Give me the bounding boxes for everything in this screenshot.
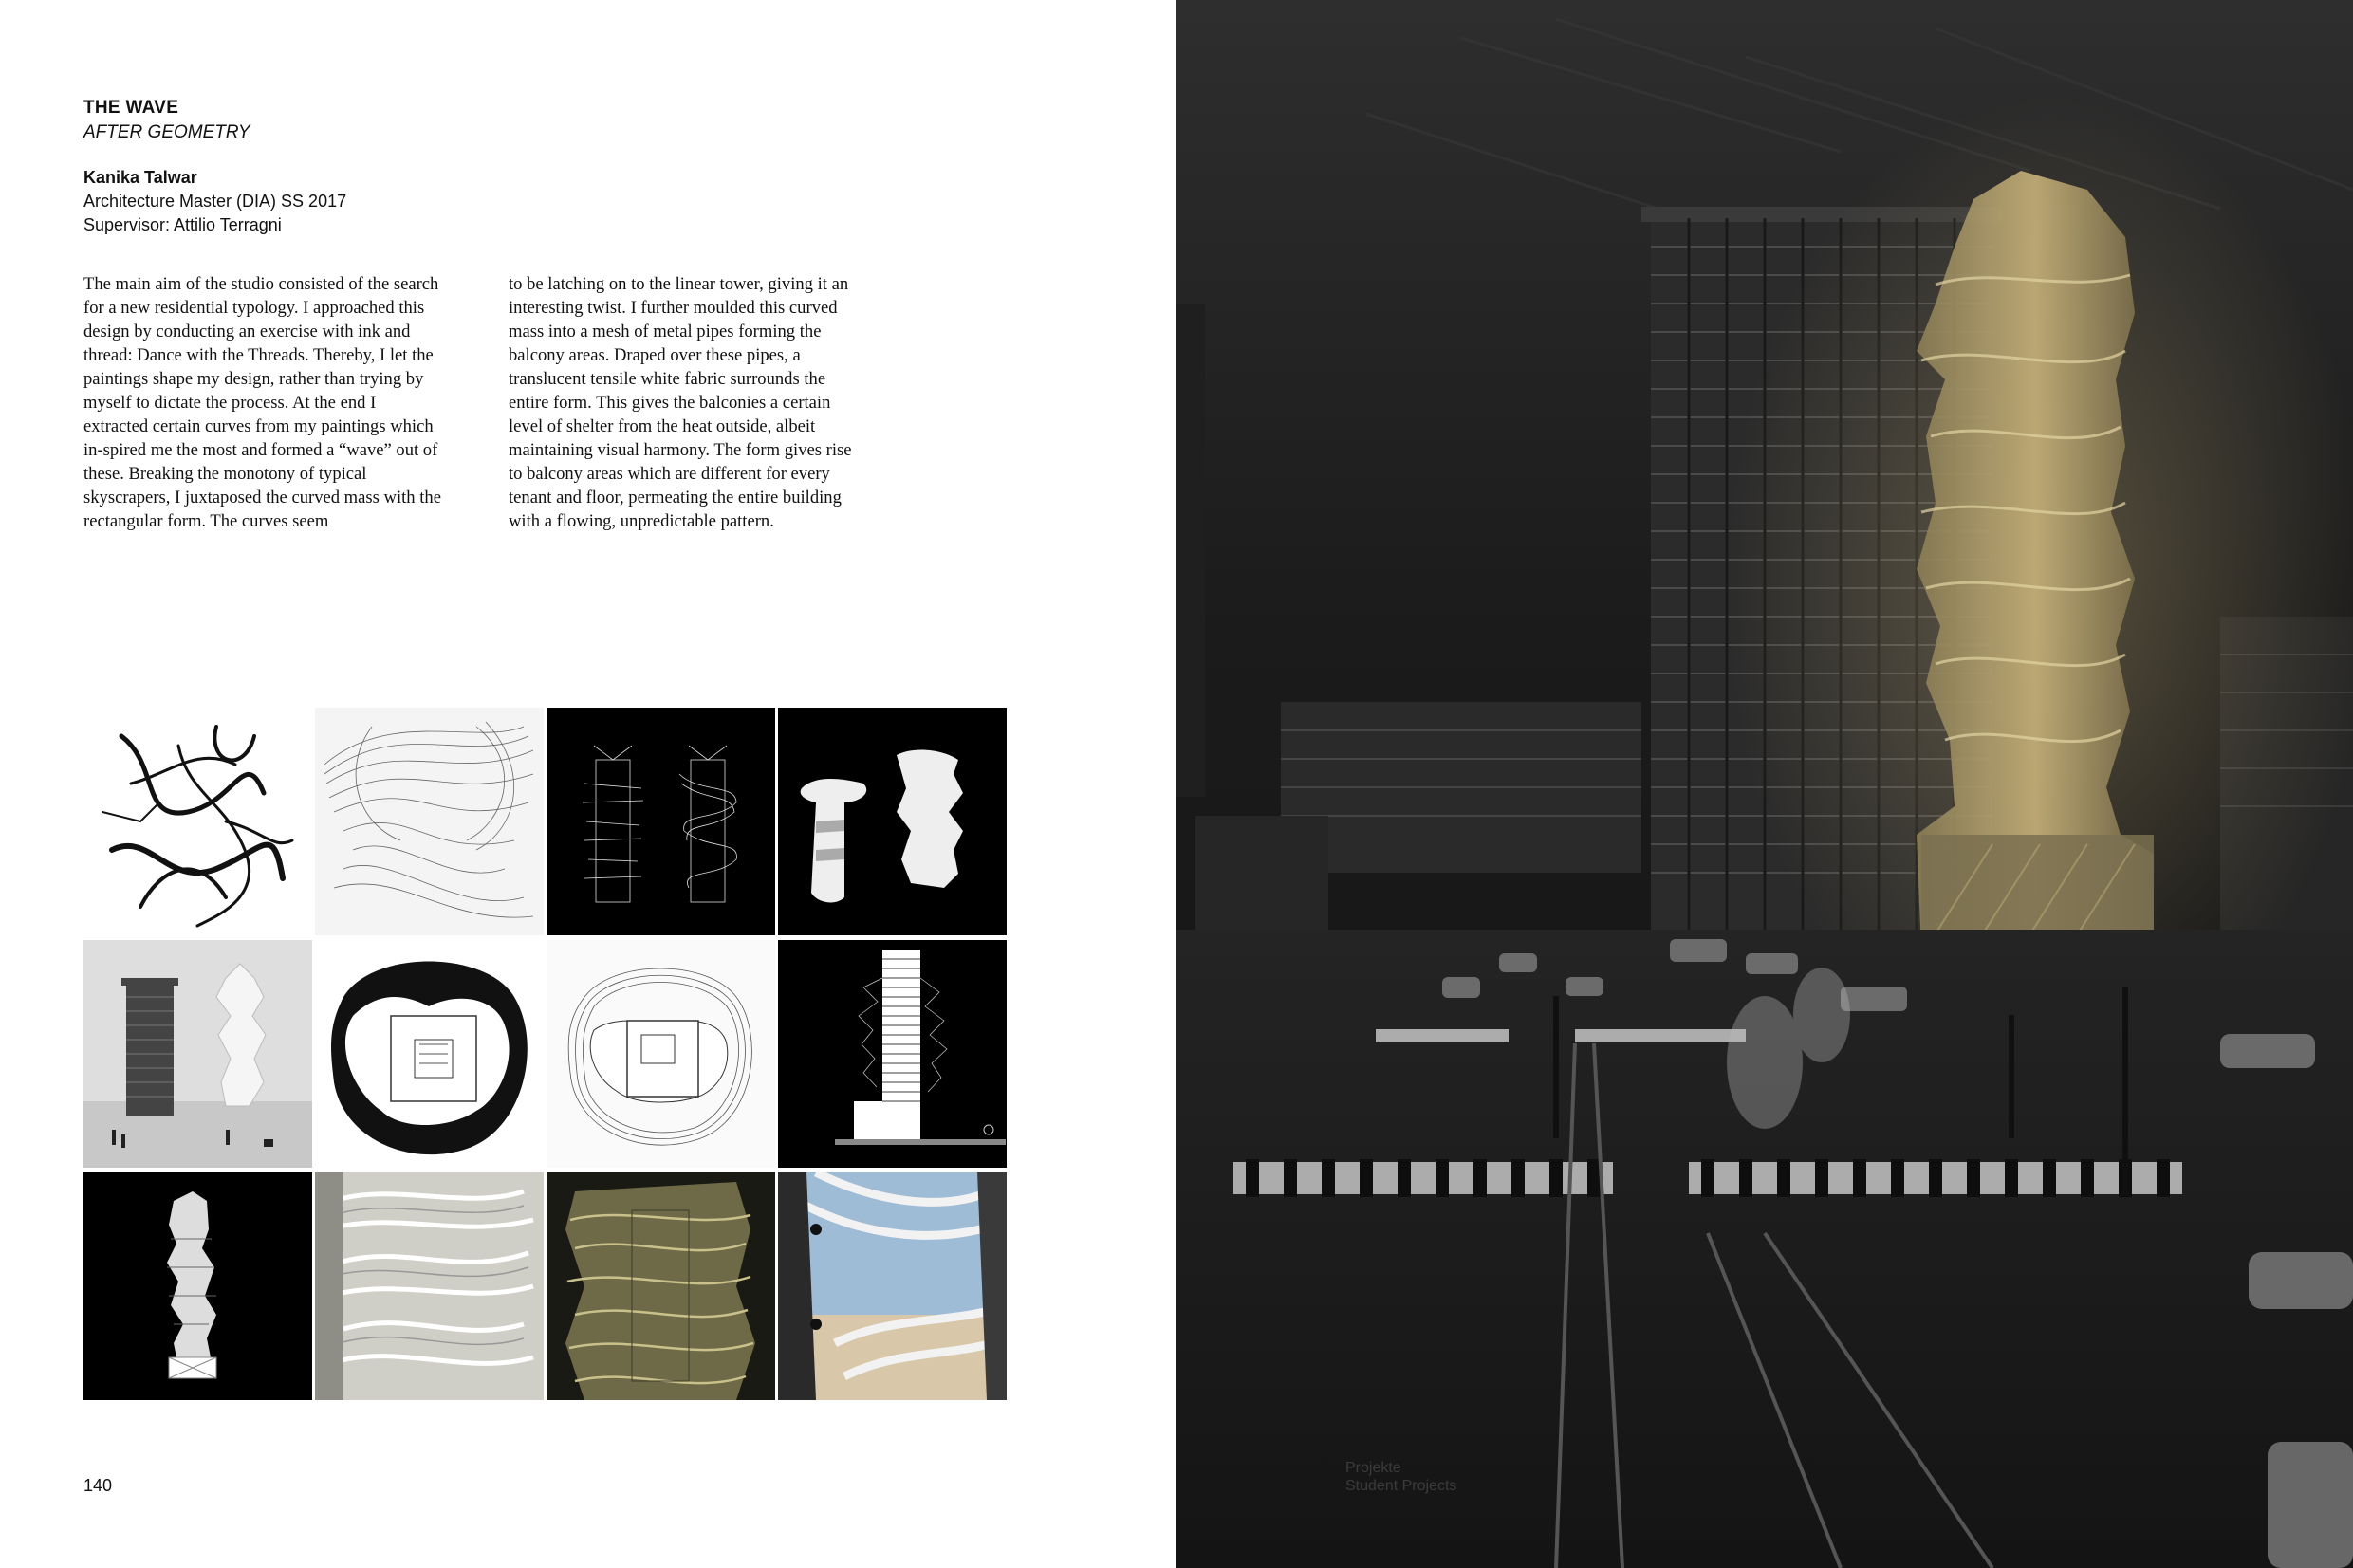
body-column-2: [509, 272, 869, 533]
tower-collage-icon: [83, 940, 312, 1168]
section-drawing-icon: [778, 940, 1007, 1168]
facade-render-icon: [315, 1172, 544, 1400]
line-plan-icon: [547, 940, 775, 1168]
article-title: THE WAVE: [83, 98, 179, 118]
course-info: Architecture Master (DIA) SS 2017: [83, 192, 347, 211]
white-mass-models-icon: [778, 708, 1007, 935]
figure-grid: [83, 708, 1009, 1400]
balcony-view-icon: [778, 1172, 1007, 1400]
page-number: 140: [83, 1476, 113, 1495]
section-label-de: Projekte: [1345, 1460, 1401, 1476]
right-page: [1176, 0, 2353, 1568]
article-subtitle: AFTER GEOMETRY: [83, 122, 250, 142]
black-plan-icon: [315, 940, 544, 1168]
body-text-col1: The main aim of the studio consisted of the search for a new residential typology. I approached this design by conducting an exercise with ink and thread: Dance with the Threads. Thereby, I let the paintings shape my design, rather than trying by myself to dictate the process. At the end I extracted certain curves from my paintings which in-spired me the most and formed a “wave” out of these. Breaking the monotony of typical skyscrapers, I juxtaposed the curved mass with the rectangular form. The curves seem: [83, 274, 441, 531]
black-elevation-icon: [83, 1172, 312, 1400]
thread-drawing-icon: [315, 708, 544, 935]
body-text-col2: to be latching on to the linear tower, giving it an interesting twist. I further moulded this curved mass into a mesh of metal pipes forming the balcony areas. Draped over these pipes, a translucent tensile white fabric surrounds the entire form. This gives the balconies a certain level of shelter from the heat outside, albeit maintaining visual harmony. The form gives rise to balcony areas which are different for every tenant and floor, permeating the entire building with a flowing, unpredictable pattern.: [509, 274, 852, 531]
body-column-1: [83, 272, 444, 533]
left-page: [0, 0, 1176, 1568]
night-city-render-icon: [1176, 0, 2353, 1568]
section-label-en: Student Projects: [1345, 1478, 1457, 1494]
wireframe-towers-icon: [547, 708, 775, 935]
section-label: [1345, 1459, 1456, 1495]
author-name: Kanika Talwar: [83, 168, 197, 187]
supervisor-info: Supervisor: Attilio Terragni: [83, 215, 282, 234]
ink-painting-icon: [83, 708, 312, 935]
night-facade-icon: [547, 1172, 775, 1400]
